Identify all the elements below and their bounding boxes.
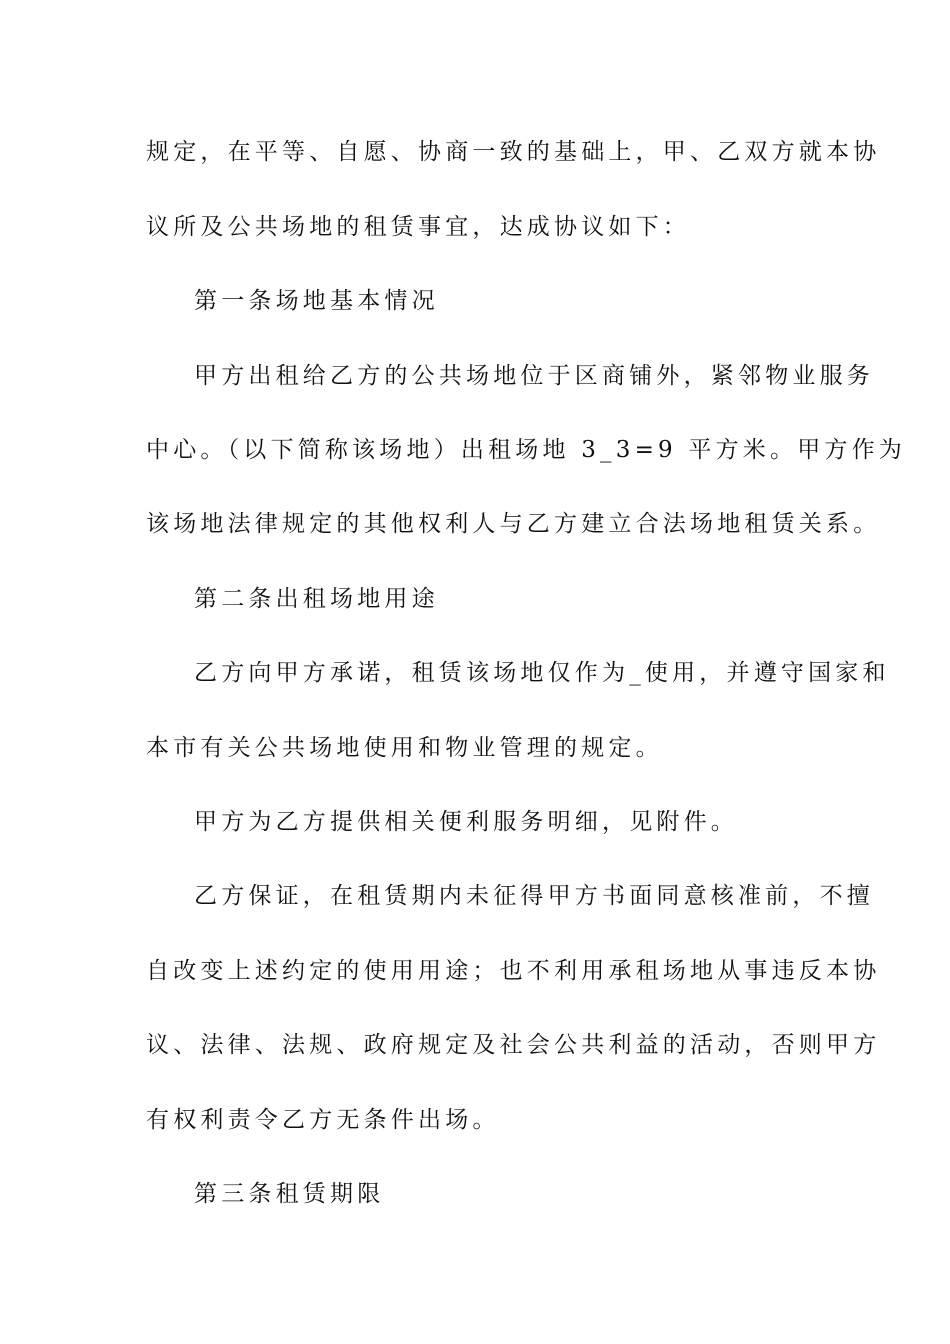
paragraph-line: 自改变上述约定的使用用途；也不利用承租场地从事违反本协 — [146, 958, 881, 984]
paragraph-line: 乙方保证，在租赁期内未征得甲方书面同意核准前，不擅 — [194, 883, 874, 909]
paragraph-line: 中心。（以下简称该场地）出租场地 3_3=9 平方米。甲方作为 — [146, 437, 906, 463]
paragraph-line: 甲方为乙方提供相关便利服务明细，见附件。 — [194, 809, 738, 835]
paragraph-line: 规定，在平等、自愿、协商一致的基础上，甲、乙双方就本协 — [146, 139, 881, 165]
section-heading-3: 第三条租赁期限 — [194, 1181, 385, 1207]
paragraph-line: 乙方向甲方承诺，租赁该场地仅作为_使用，并遵守国家和 — [194, 660, 890, 686]
paragraph-line: 议所及公共场地的租赁事宜，达成协议如下： — [146, 214, 690, 240]
section-heading-2: 第二条出租场地用途 — [194, 586, 439, 612]
section-heading-1: 第一条场地基本情况 — [194, 288, 439, 314]
paragraph-line: 有权利责令乙方无条件出场。 — [146, 1107, 500, 1133]
paragraph-line: 议、法律、法规、政府规定及社会公共利益的活动，否则甲方 — [146, 1032, 881, 1058]
paragraph-line: 本市有关公共场地使用和物业管理的规定。 — [146, 735, 663, 761]
paragraph-line: 甲方出租给乙方的公共场地位于区商铺外，紧邻物业服务 — [194, 363, 874, 389]
paragraph-line: 该场地法律规定的其他权利人与乙方建立合法场地租赁关系。 — [146, 511, 881, 537]
